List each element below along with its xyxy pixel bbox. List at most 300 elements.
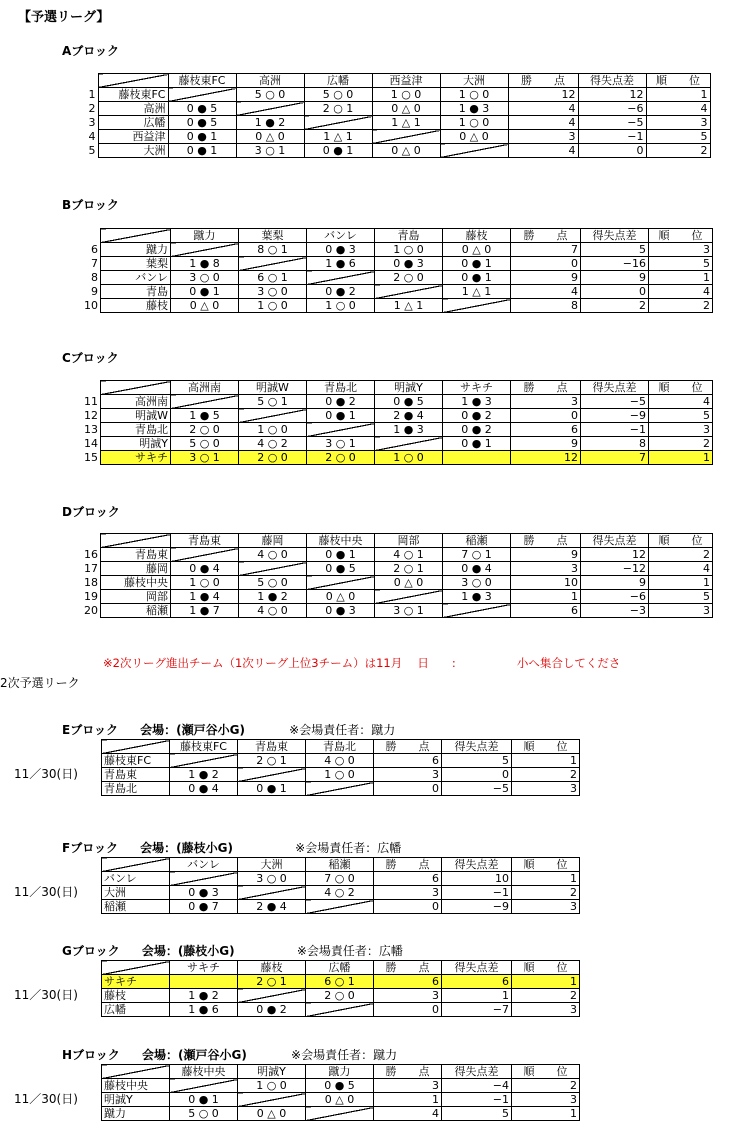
row-number: 17: [84, 562, 98, 575]
match-result-cell: 1 ● 3: [443, 590, 511, 604]
match-result-cell: 3 ○ 1: [171, 451, 239, 465]
match-result-cell: 7 ○ 1: [443, 548, 511, 562]
row-number: 16: [84, 548, 98, 561]
points-cell: 9: [511, 271, 581, 285]
goal-diff-cell: −16: [581, 257, 649, 271]
goal-diff-cell: 0: [578, 144, 646, 158]
match-result-cell: 0 △ 0: [236, 130, 304, 144]
column-header-rank: 順 位: [512, 740, 580, 754]
row-number: 8: [91, 271, 98, 284]
match-result-cell: 0 △ 0: [307, 590, 375, 604]
goal-diff-cell: −9: [581, 409, 649, 423]
row-team-name: 高洲南: [101, 395, 171, 409]
column-header-rank: 順 位: [649, 534, 713, 548]
column-header-diff: 得失点差: [442, 1065, 512, 1079]
match-result-cell: 5 ○ 0: [171, 437, 239, 451]
row-team-name: 明誠Y: [101, 437, 171, 451]
table-row: [82, 271, 713, 285]
column-header-rank: 順 位: [512, 961, 580, 975]
table-row: [82, 604, 713, 618]
row-team-name: 高洲: [98, 102, 168, 116]
header-row: [102, 858, 580, 872]
match-result-cell: 2 ○ 1: [375, 562, 443, 576]
header-row: [82, 229, 713, 243]
goal-diff-cell: 6: [442, 975, 512, 989]
row-team-name: 藤枝中央: [101, 576, 171, 590]
table-row: [82, 548, 713, 562]
self-match-diagonal-cell: [307, 423, 375, 437]
match-result-cell: 0 ● 1: [307, 409, 375, 423]
match-result-cell: 1 ○ 0: [375, 451, 443, 465]
match-result-cell: 2 ● 4: [238, 900, 306, 914]
table-row: [102, 989, 580, 1003]
row-number: 10: [84, 299, 98, 312]
self-match-diagonal-cell: [304, 116, 372, 130]
column-header-team: サキチ: [170, 961, 238, 975]
goal-diff-cell: −6: [578, 102, 646, 116]
points-cell: 1: [511, 590, 581, 604]
block-g-venue: 会場：(藤枝小G): [141, 944, 235, 958]
self-match-diagonal-cell: [443, 299, 511, 313]
column-header-team: 藤枝東FC: [170, 740, 238, 754]
match-result-cell: 0 △ 0: [372, 102, 440, 116]
row-number: 2: [88, 102, 96, 115]
row-number: 7: [91, 257, 98, 270]
table-row: [82, 451, 713, 465]
points-cell: 3: [511, 395, 581, 409]
match-result-cell: 1 ● 3: [440, 102, 508, 116]
match-result-cell: 0 ● 4: [443, 562, 511, 576]
header-row: [82, 381, 713, 395]
row-team-name: 大洲: [102, 886, 170, 900]
match-result-cell: 0 ● 1: [304, 144, 372, 158]
row-team-name: 明誠W: [101, 409, 171, 423]
match-result-cell: 0 ● 3: [170, 886, 238, 900]
table-row: [82, 243, 713, 257]
table-row: [82, 285, 713, 299]
column-header-pts: 勝 点: [508, 74, 578, 88]
column-header-team: 藤岡: [239, 534, 307, 548]
goal-diff-cell: 10: [442, 872, 512, 886]
column-header-team: 青島東: [171, 534, 239, 548]
self-match-diagonal-cell: [236, 102, 304, 116]
match-result-cell: 3 ○ 0: [238, 872, 306, 886]
points-cell: 4: [511, 285, 581, 299]
corner-diagonal-cell: [98, 74, 168, 88]
match-result-cell: 0 ● 1: [307, 548, 375, 562]
rank-cell: 3: [646, 116, 710, 130]
column-header-team: 葉梨: [239, 229, 307, 243]
rank-cell: 1: [646, 88, 710, 102]
self-match-diagonal-cell: [375, 437, 443, 451]
match-result-cell: 0 ● 2: [443, 423, 511, 437]
block-h-date: 11／30(日): [14, 1092, 78, 1106]
match-result-cell: 0 ● 1: [238, 782, 306, 796]
goal-diff-cell: −12: [581, 562, 649, 576]
table-row: [82, 299, 713, 313]
block-e-date: 11／30(日): [14, 767, 78, 781]
league-table-e: [101, 739, 580, 796]
rank-cell: 1: [649, 576, 713, 590]
rank-cell: 3: [649, 243, 713, 257]
match-result-cell: 1 ○ 0: [239, 423, 307, 437]
match-result-cell: 1 ○ 0: [307, 299, 375, 313]
row-team-name: 藤枝中央: [102, 1079, 170, 1093]
self-match-diagonal-cell: [443, 604, 511, 618]
self-match-diagonal-cell: [171, 395, 239, 409]
goal-diff-cell: 5: [581, 243, 649, 257]
row-team-name: 広幡: [98, 116, 168, 130]
column-header-team: 青島北: [307, 381, 375, 395]
column-header-diff: 得失点差: [581, 229, 649, 243]
match-result-cell: 1 ○ 0: [306, 768, 374, 782]
points-cell: 12: [508, 88, 578, 102]
table-row: [102, 900, 580, 914]
points-cell: 0: [511, 409, 581, 423]
row-team-name: 稲瀬: [102, 900, 170, 914]
rank-cell: 4: [649, 395, 713, 409]
block-e-manager: ※会場責任者：蹴力: [289, 723, 396, 737]
column-header-team: 明誠W: [239, 381, 307, 395]
match-result-cell: 0 ● 5: [168, 102, 236, 116]
column-header-diff: 得失点差: [581, 381, 649, 395]
row-number: 18: [84, 576, 98, 589]
points-cell: 6: [511, 423, 581, 437]
self-match-diagonal-cell: [170, 872, 238, 886]
table-row: [82, 437, 713, 451]
row-team-name: 青島東: [101, 548, 171, 562]
row-team-name: 藤枝東FC: [98, 88, 168, 102]
row-team-name: 稲瀬: [101, 604, 171, 618]
match-result-cell: 0 ● 5: [375, 395, 443, 409]
match-result-cell: 1 ● 8: [171, 257, 239, 271]
row-team-name: 蹴力: [101, 243, 171, 257]
goal-diff-cell: 12: [578, 88, 646, 102]
row-team-name: 岡部: [101, 590, 171, 604]
match-result-cell: 0 ● 1: [168, 144, 236, 158]
rank-cell: 3: [649, 423, 713, 437]
table-row: [102, 1107, 580, 1121]
match-result-cell: 0 ● 5: [307, 562, 375, 576]
goal-diff-cell: −4: [442, 1079, 512, 1093]
match-result-cell: 2 ○ 0: [239, 451, 307, 465]
match-result-cell: 1 △ 1: [375, 299, 443, 313]
goal-diff-cell: 0: [442, 768, 512, 782]
self-match-diagonal-cell: [239, 257, 307, 271]
match-result-cell: 0 △ 0: [171, 299, 239, 313]
match-result-cell: 1 △ 1: [304, 130, 372, 144]
match-result-cell: 1 ○ 0: [440, 88, 508, 102]
points-cell: 9: [511, 548, 581, 562]
match-result-cell: 1 ● 4: [171, 590, 239, 604]
column-header-diff: 得失点差: [581, 534, 649, 548]
self-match-diagonal-cell: [170, 975, 238, 989]
goal-diff-cell: 12: [581, 548, 649, 562]
points-cell: 12: [511, 451, 581, 465]
points-cell: 0: [374, 1003, 442, 1017]
column-header-team: 明誠Y: [375, 381, 443, 395]
block-h-header: [62, 1046, 397, 1063]
match-result-cell: 0 △ 0: [372, 144, 440, 158]
row-number-blank: [82, 534, 101, 548]
match-result-cell: 5 ○ 0: [236, 88, 304, 102]
corner-diagonal-cell: [101, 381, 171, 395]
row-number: 4: [88, 130, 96, 143]
block-a-title: Aブロック: [62, 44, 120, 58]
row-number: 14: [84, 437, 98, 450]
rank-cell: 3: [512, 782, 580, 796]
points-cell: 3: [374, 886, 442, 900]
goal-diff-cell: −7: [442, 1003, 512, 1017]
rank-cell: 1: [512, 975, 580, 989]
table-row: [102, 1079, 580, 1093]
match-result-cell: 1 ● 2: [239, 590, 307, 604]
row-team-name: 蹴力: [102, 1107, 170, 1121]
points-cell: 9: [511, 437, 581, 451]
goal-diff-cell: −9: [442, 900, 512, 914]
table-row: [82, 562, 713, 576]
match-result-cell: 1 ● 2: [170, 989, 238, 1003]
rank-cell: 1: [512, 872, 580, 886]
row-team-name: 葉梨: [101, 257, 171, 271]
row-team-name: 藤枝: [102, 989, 170, 1003]
match-result-cell: 1 ● 7: [171, 604, 239, 618]
self-match-diagonal-cell: [239, 409, 307, 423]
column-header-team: 藤枝東FC: [168, 74, 236, 88]
column-header-team: 大洲: [238, 858, 306, 872]
league-table-b: [82, 228, 713, 313]
row-number: 12: [84, 409, 98, 422]
league-table-g: [101, 960, 580, 1017]
match-result-cell: 0 ● 2: [307, 285, 375, 299]
self-match-diagonal-cell: [375, 590, 443, 604]
column-header-team: 藤枝中央: [307, 534, 375, 548]
column-header-team: バンレ: [170, 858, 238, 872]
column-header-rank: 順 位: [512, 1065, 580, 1079]
rank-cell: 2: [649, 437, 713, 451]
match-result-cell: 0 △ 0: [375, 576, 443, 590]
row-team-name: サキチ: [101, 451, 171, 465]
goal-diff-cell: 2: [581, 299, 649, 313]
table-row: [82, 88, 710, 102]
rank-cell: 5: [649, 590, 713, 604]
match-result-cell: 2 ● 4: [375, 409, 443, 423]
row-team-name: 青島: [101, 285, 171, 299]
column-header-team: 広幡: [306, 961, 374, 975]
header-row: [102, 961, 580, 975]
points-cell: 0: [374, 782, 442, 796]
row-number: 5: [88, 144, 96, 157]
match-result-cell: 0 ● 5: [168, 116, 236, 130]
points-cell: 3: [374, 768, 442, 782]
match-result-cell: 2 ○ 1: [238, 754, 306, 768]
match-result-cell: 4 ○ 2: [239, 437, 307, 451]
goal-diff-cell: −1: [442, 1093, 512, 1107]
points-cell: 4: [508, 116, 578, 130]
row-number-blank: [82, 381, 101, 395]
match-result-cell: 6 ○ 1: [306, 975, 374, 989]
row-number: 9: [91, 285, 98, 298]
column-header-team: 高洲南: [171, 381, 239, 395]
match-result-cell: 5 ○ 0: [170, 1107, 238, 1121]
rank-cell: 2: [512, 886, 580, 900]
rank-cell: 4: [649, 285, 713, 299]
points-cell: 0: [511, 257, 581, 271]
match-result-cell: 4 ○ 0: [239, 548, 307, 562]
match-result-cell: 3 ○ 0: [171, 271, 239, 285]
goal-diff-cell: 7: [581, 451, 649, 465]
self-match-diagonal-cell: [170, 754, 238, 768]
points-cell: 7: [511, 243, 581, 257]
rank-cell: 2: [512, 989, 580, 1003]
row-number: 20: [84, 604, 98, 617]
match-result-cell: 2 ○ 1: [304, 102, 372, 116]
table-row: [102, 782, 580, 796]
league-table-h: [101, 1064, 580, 1121]
match-result-cell: 1 △ 1: [372, 116, 440, 130]
match-result-cell: 0 ● 1: [443, 257, 511, 271]
column-header-pts: 勝 点: [511, 381, 581, 395]
row-number: 13: [84, 423, 98, 436]
match-result-cell: 6 ○ 1: [239, 271, 307, 285]
match-result-cell: 0 ● 1: [170, 1093, 238, 1107]
table-row: [82, 116, 710, 130]
match-result-cell: 4 ○ 2: [306, 886, 374, 900]
match-result-cell: 0 ● 2: [443, 409, 511, 423]
league-table-a: [82, 73, 711, 158]
match-result-cell: 0 ● 3: [375, 257, 443, 271]
match-result-cell: 1 ● 6: [170, 1003, 238, 1017]
goal-diff-cell: −1: [581, 423, 649, 437]
header-row: [102, 740, 580, 754]
block-c-title: Cブロック: [62, 351, 119, 365]
match-result-cell: 2 ○ 0: [171, 423, 239, 437]
match-result-cell: 1 ○ 0: [375, 243, 443, 257]
second-league-title: 2次予選リーク: [0, 676, 80, 690]
table-row: [82, 257, 713, 271]
block-h-venue: 会場：(瀬戸谷小G): [142, 1048, 247, 1062]
self-match-diagonal-cell: [306, 1003, 374, 1017]
self-match-diagonal-cell: [306, 782, 374, 796]
row-team-name: 明誠Y: [102, 1093, 170, 1107]
goal-diff-cell: −3: [581, 604, 649, 618]
column-header-team: 蹴力: [171, 229, 239, 243]
self-match-diagonal-cell: [307, 576, 375, 590]
row-team-name: バンレ: [101, 271, 171, 285]
column-header-diff: 得失点差: [442, 961, 512, 975]
self-match-diagonal-cell: [239, 562, 307, 576]
match-result-cell: 1 ● 6: [307, 257, 375, 271]
match-result-cell: 1 ● 5: [171, 409, 239, 423]
goal-diff-cell: 8: [581, 437, 649, 451]
points-cell: 4: [508, 144, 578, 158]
points-cell: 3: [508, 130, 578, 144]
header-row: [102, 1065, 580, 1079]
column-header-pts: 勝 点: [374, 858, 442, 872]
table-row: [82, 409, 713, 423]
goal-diff-cell: −1: [578, 130, 646, 144]
self-match-diagonal-cell: [238, 768, 306, 782]
block-h-manager: ※会場責任者：蹴力: [291, 1048, 398, 1062]
table-row: [82, 423, 713, 437]
points-cell: 4: [508, 102, 578, 116]
points-cell: 6: [374, 872, 442, 886]
match-result-cell: 4 ○ 0: [239, 604, 307, 618]
match-result-cell: 8 ○ 1: [239, 243, 307, 257]
points-cell: 6: [374, 975, 442, 989]
block-g-header: [62, 942, 403, 959]
match-result-cell: 1 ● 2: [236, 116, 304, 130]
self-match-diagonal-cell: [306, 1107, 374, 1121]
block-e-venue: 会場：(瀬戸谷小G): [140, 723, 245, 737]
column-header-team: 稲瀬: [306, 858, 374, 872]
goal-diff-cell: 9: [581, 271, 649, 285]
column-header-pts: 勝 点: [374, 740, 442, 754]
column-header-team: サキチ: [443, 381, 511, 395]
match-result-cell: 1 ○ 0: [239, 299, 307, 313]
advance-note: ※2次リーグ進出チーム（1次リーグ上位3チーム）は11月 日 : 小へ集合してくださ: [103, 656, 621, 670]
rank-cell: 5: [646, 130, 710, 144]
block-b-title: Bブロック: [62, 198, 119, 212]
header-row: [82, 74, 710, 88]
match-result-cell: 5 ○ 0: [239, 576, 307, 590]
goal-diff-cell: 5: [442, 1107, 512, 1121]
match-result-cell: 0 ● 3: [307, 243, 375, 257]
table-row: [102, 975, 580, 989]
self-match-diagonal-cell: [171, 243, 239, 257]
self-match-diagonal-cell: [372, 130, 440, 144]
row-number: 3: [88, 116, 96, 129]
block-g-title: Gブロック: [62, 944, 120, 958]
column-header-team: 西益津: [372, 74, 440, 88]
block-f-header: [62, 839, 401, 856]
self-match-diagonal-cell: [171, 548, 239, 562]
self-match-diagonal-cell: [238, 989, 306, 1003]
rank-cell: 4: [646, 102, 710, 116]
table-row: [82, 102, 710, 116]
match-result-cell: 4 ○ 1: [375, 548, 443, 562]
block-e-title: Eブロック: [62, 723, 118, 737]
rank-cell: 1: [649, 271, 713, 285]
goal-diff-cell: −5: [578, 116, 646, 130]
points-cell: 10: [511, 576, 581, 590]
points-cell: 3: [374, 989, 442, 1003]
match-result-cell: 1 ○ 0: [238, 1079, 306, 1093]
row-number-blank: [82, 74, 98, 88]
block-g-manager: ※会場責任者：広幡: [296, 944, 403, 958]
points-cell: 3: [511, 562, 581, 576]
corner-diagonal-cell: [102, 1065, 170, 1079]
goal-diff-cell: 5: [442, 754, 512, 768]
rank-cell: 2: [649, 299, 713, 313]
self-match-diagonal-cell: [238, 1093, 306, 1107]
match-result-cell: 0 ● 1: [171, 285, 239, 299]
match-result-cell: 0 ● 1: [168, 130, 236, 144]
table-row: [102, 886, 580, 900]
block-h-title: Hブロック: [62, 1048, 120, 1062]
match-result-cell: 0 △ 0: [306, 1093, 374, 1107]
goal-diff-cell: 9: [581, 576, 649, 590]
league-table-d: [82, 533, 713, 618]
block-e-header: [62, 721, 395, 738]
table-row: [102, 1093, 580, 1107]
column-header-pts: 勝 点: [374, 961, 442, 975]
row-team-name: 大洲: [98, 144, 168, 158]
block-d-title: Dブロック: [62, 505, 120, 519]
column-header-team: 藤枝中央: [170, 1065, 238, 1079]
match-result-cell: 3 ○ 0: [443, 576, 511, 590]
row-number: 1: [88, 88, 96, 101]
